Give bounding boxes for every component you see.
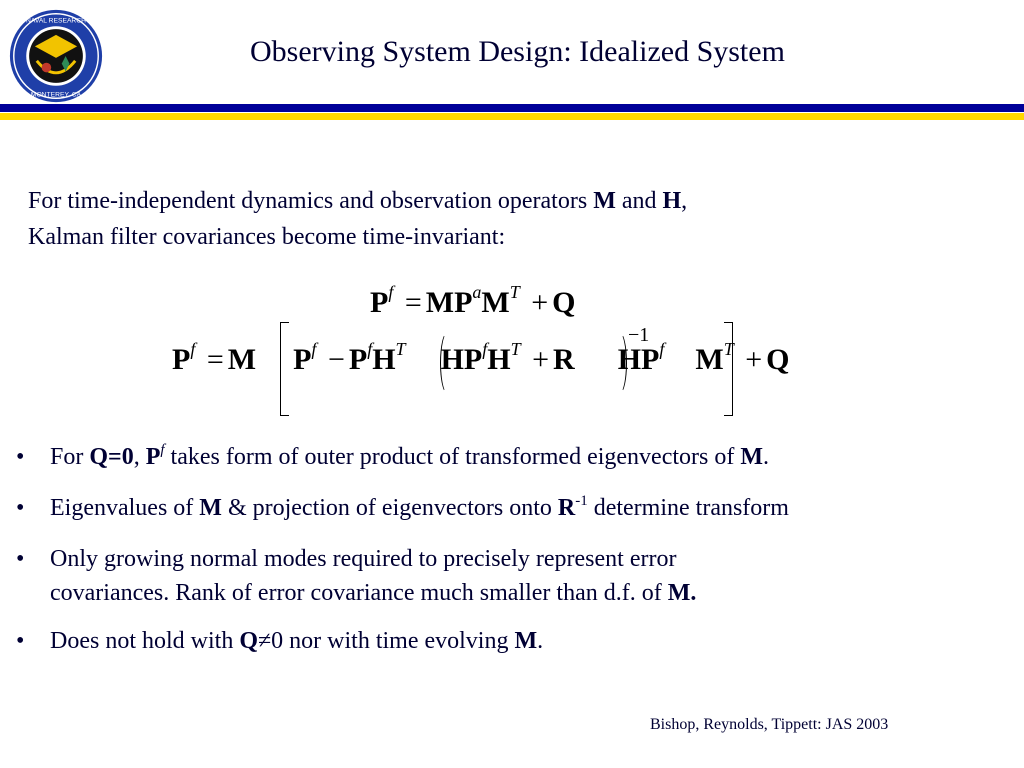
b2-bold-m: M [199,495,222,521]
eq2-plus: + [532,343,550,376]
eq2-left-paren [440,332,455,394]
bullet-dot: • [16,495,25,521]
b2-sup-inv: -1 [575,493,588,509]
eq2-equals: = [206,343,224,376]
bullet-dot: • [16,444,25,470]
intro-comma: , [681,188,688,214]
b2-text-pre: Eigenvalues of [50,495,200,521]
header-rule-blue [0,104,1024,112]
svg-text:NAVAL RESEARCH: NAVAL RESEARCH [26,17,87,25]
b4-text-mid: 0 nor with time evolving [271,628,515,654]
eq2-plus2: + [745,343,763,376]
eq2-left-bracket [280,322,289,416]
eq2-p2-sup: f [367,339,373,359]
intro-and: and [615,188,663,214]
b1-sup-f: f [160,442,165,458]
eq2-h2-sup: T [510,339,521,359]
eq2-p1: P [293,343,312,376]
eq2-m: M [227,343,257,376]
eq1-m: M [481,286,510,319]
b3-bold-m: M. [667,580,697,606]
slide-title: Observing System Design: Idealized System [250,35,785,68]
b1-text-end: . [763,444,769,470]
equation-2 [172,340,790,383]
eq2-hp2-sup: f [659,339,665,359]
nrl-seal-logo [8,8,104,104]
eq2-p2: P [348,343,368,376]
citation: Bishop, Reynolds, Tippett: JAS 2003 [650,716,889,733]
eq1-m-sup: T [509,282,520,302]
bullet-dot: • [16,546,25,572]
header-rule-yellow [0,113,1024,120]
slide-header [0,0,1024,118]
eq1-mp: MP [425,286,473,319]
b1-text-mid: , [133,444,146,470]
eq2-mt: M [695,343,724,376]
intro-text-2: Kalman filter covariances become time-invariant: [28,224,506,250]
eq2-p: P [172,343,191,376]
eq1-plus: + [531,286,549,319]
eq2-h2: H [487,343,511,376]
eq2-right-paren [612,332,627,394]
intro-bold-m: M [593,188,616,214]
intro-paragraph [28,183,988,255]
list-item [16,440,1016,477]
equation-1 [370,283,576,326]
bullet-dot: • [16,628,25,654]
b2-text-mid: & projection of eigenvectors onto [221,495,558,521]
eq2-r: R [553,343,575,376]
svg-text:MONTEREY, CA: MONTEREY, CA [30,91,82,99]
b4-text-pre: Does not hold with [50,628,240,654]
eq2-p-sup: f [190,339,196,359]
list-item [16,491,1016,528]
b2-text-post: determine transform [587,495,789,521]
eq2-q: Q [766,343,790,376]
bullet-list [16,440,1016,672]
intro-text-1: For time-independent dynamics and observation operators [28,188,594,214]
b3-line1: Only growing normal modes required to precisely represent error [50,546,677,572]
b1-bold-m: M [740,444,763,470]
eq2-minus: − [327,343,345,376]
eq2-hp2: HP [617,343,660,376]
eq2-h-sup: T [395,339,406,359]
b4-bold-m: M [514,628,538,654]
eq2-h: H [372,343,396,376]
b2-bold-r: R [557,495,576,521]
eq2-p1-sup: f [311,339,317,359]
eq1-mp-sup: a [472,282,482,302]
b1-text-post: takes form of outer product of transformed eigenvectors of [164,444,741,470]
b4-text-end: . [537,628,544,654]
eq2-mt-sup: T [723,339,734,359]
list-item [16,542,1016,610]
list-item [16,624,1016,658]
b4-bold-q: Q [239,628,258,654]
eq2-inverse-exponent: −1 [628,324,650,346]
eq2-hp-sup: f [482,339,488,359]
b1-text-pre: For [50,444,90,470]
b4-neq: ≠ [258,628,272,654]
b1-bold-q0: Q=0 [89,444,134,470]
eq1-q: Q [552,286,576,319]
eq1-equals: = [404,286,422,319]
intro-bold-h: H [662,188,682,214]
b3-line2: covariances. Rank of error covariance much smaller than d.f. of [50,580,668,606]
eq1-p-sup: f [388,282,394,302]
b1-bold-p: P [145,444,161,470]
eq1-p: P [370,286,389,319]
eq2-right-bracket [724,322,733,416]
eq2-hp: HP [440,343,483,376]
